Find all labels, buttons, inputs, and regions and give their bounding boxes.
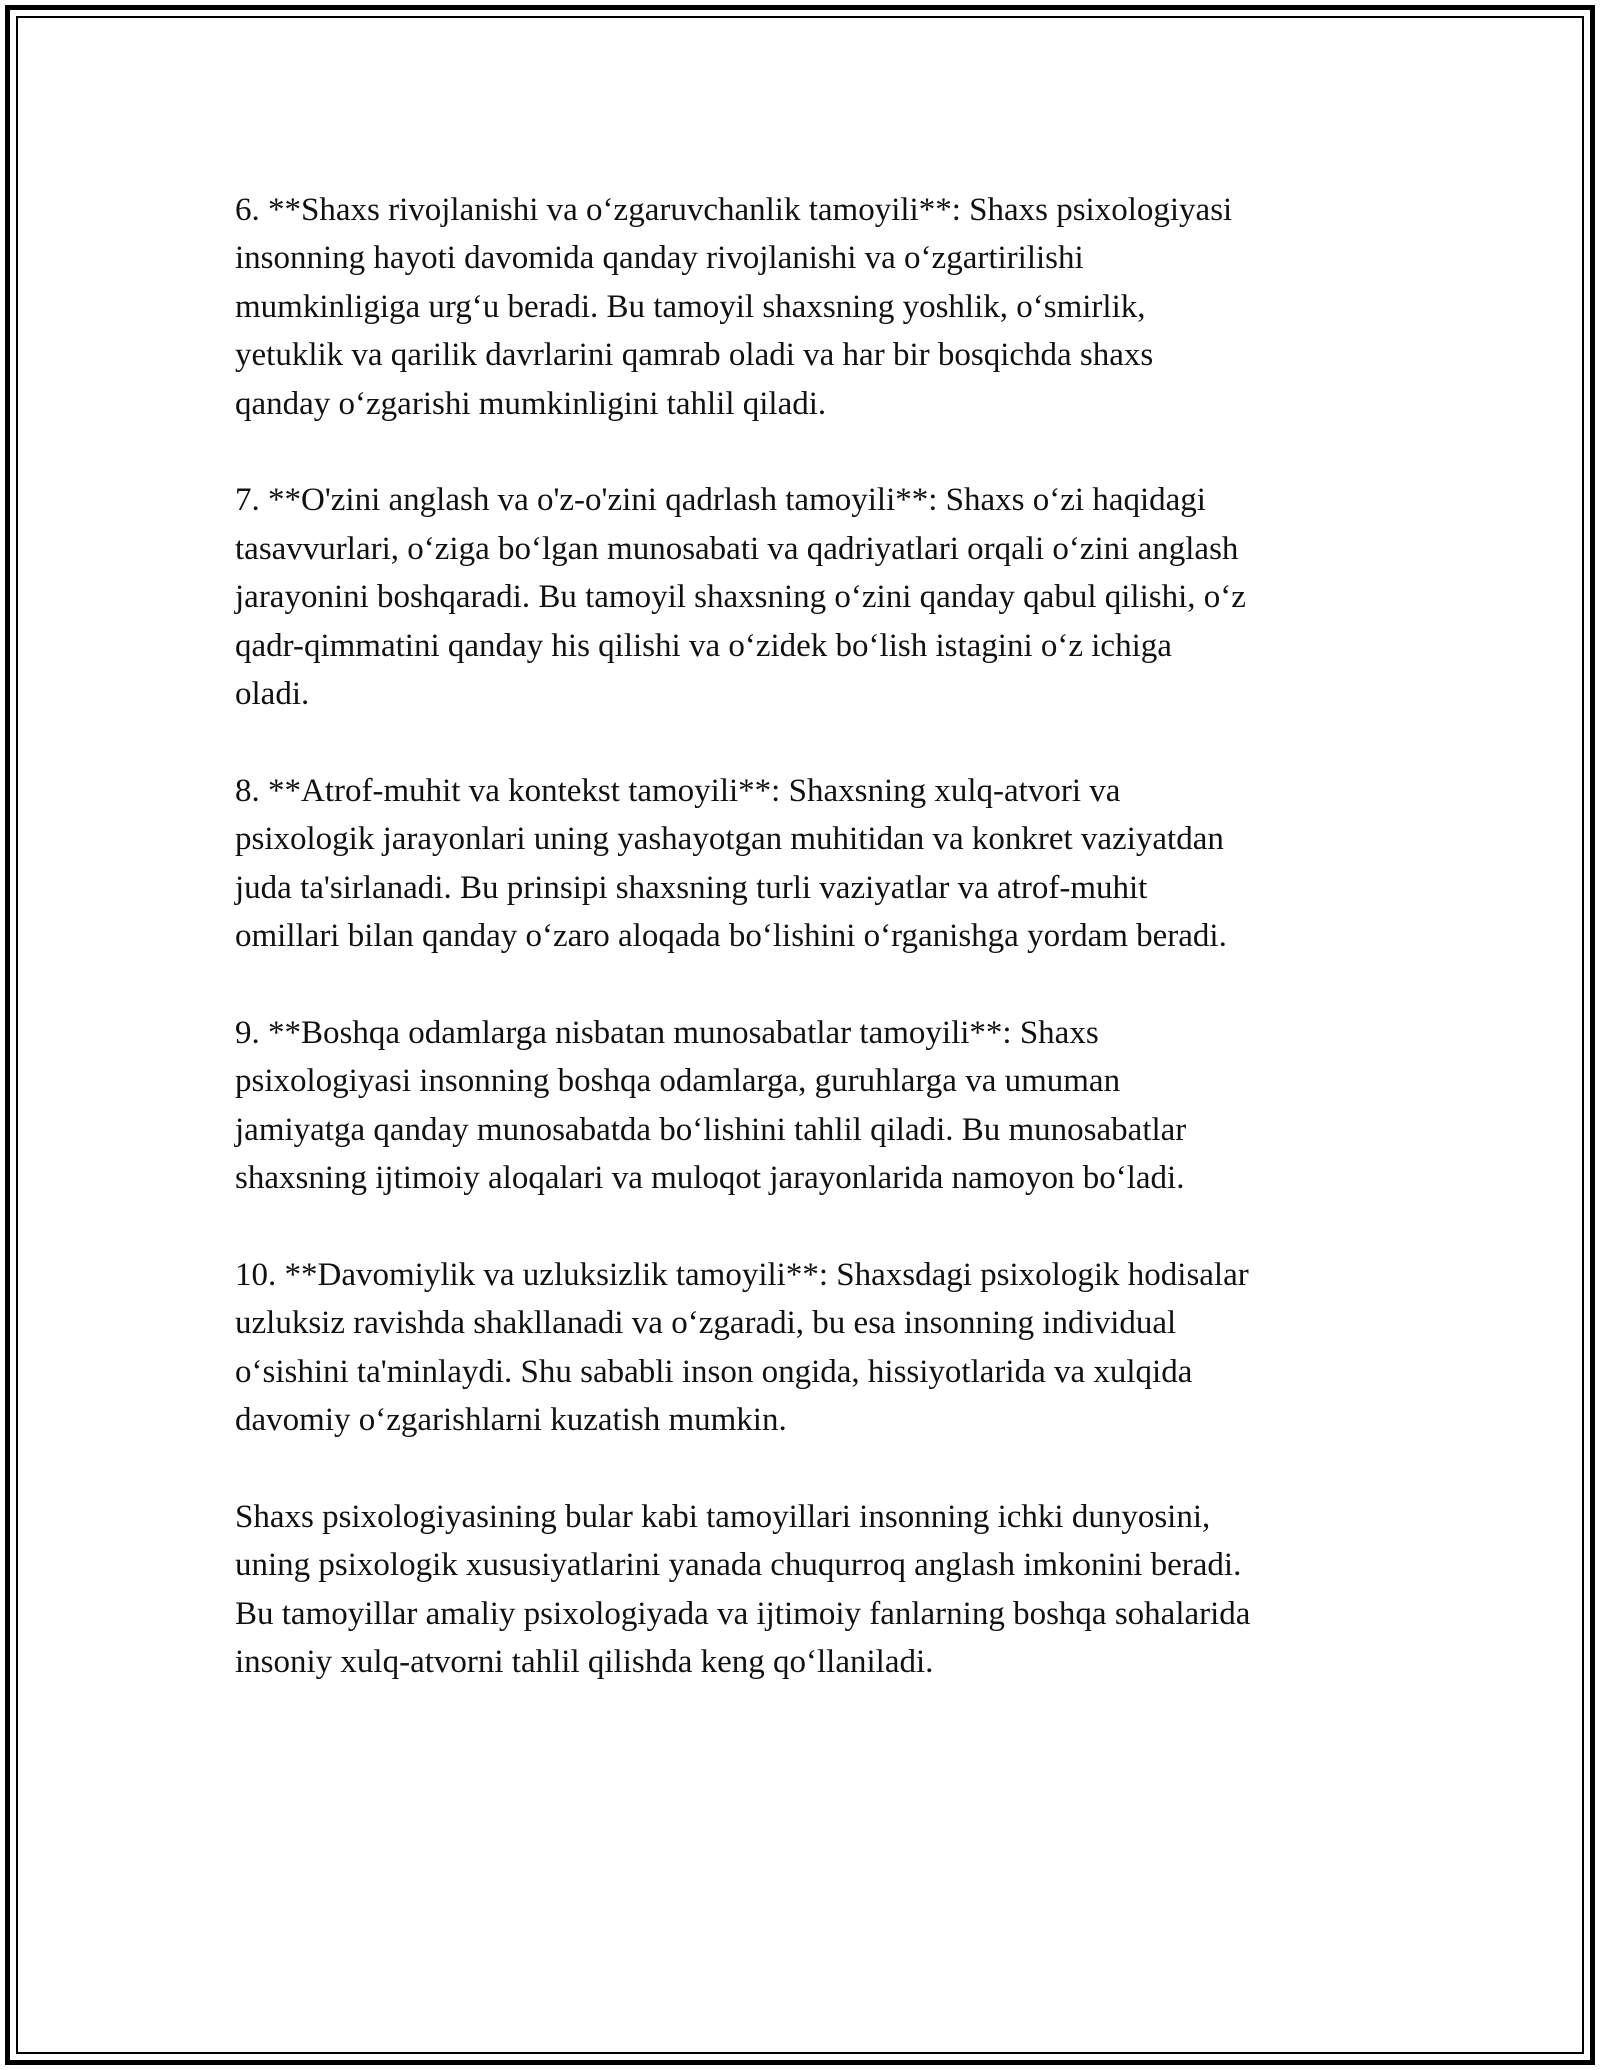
document-body [235,186,1375,1735]
paragraph-principle-9: 9. **Boshqa odamlarga nisbatan munosabatlar tamoyili**: Shaxs psixologiyasi insonning boshqa odamlarga, guruhlarga va umuman jamiyatga qanday munosabatda bo‘lishini tahlil qiladi. Bu munosabatlar shaxsning ijtimoiy aloqalari va muloqot jarayonlarida namoyon bo‘ladi. [235,1014,1187,1197]
paragraph-principle-6: 6. **Shaxs rivojlanishi va o‘zgaruvchanlik tamoyili**: Shaxs psixologiyasi insonning hayoti davomida qanday rivojlanishi va o‘zgartirilishi mumkinligiga urg‘u beradi. Bu tamoyil shaxsning yoshlik, o‘smirlik, yetuklik va qarilik davrlarini qamrab oladi va har bir bosqichda shaxs qanday o‘zgarishi mumkinligini tahlil qiladi. [235,192,1233,422]
paragraph-conclusion: Shaxs psixologiyasining bular kabi tamoyillari insonning ichki dunyosini, uning psixologik xususiyatlarini yanada chuqurroq anglash imkonini beradi. Bu tamoyillar amaliy psixologiyada va ijtimoiy fanlarning boshqa sohalarida insoniy xulq-atvorni tahlil qilishda keng qo‘llaniladi. [235,1498,1251,1681]
paragraph-principle-8: 8. **Atrof-muhit va kontekst tamoyili**: Shaxsning xulq-atvori va psixologik jarayonlari uning yashayotgan muhitidan va konkret vaziyatdan juda ta'sirlanadi. Bu prinsipi shaxsning turli vaziyatlar va atrof-muhit omillari bilan qanday o‘zaro aloqada bo‘lishini o‘rganishga yordam beradi. [235,772,1227,955]
paragraph-principle-10: 10. **Davomiylik va uzluksizlik tamoyili**: Shaxsdagi psixologik hodisalar uzluksiz ravishda shakllanadi va o‘zgaradi, bu esa insonning individual o‘sishini ta'minlaydi. Shu sababli inson ongida, hissiyotlarida va xulqida davomiy o‘zgarishlarni kuzatish mumkin. [235,1256,1249,1439]
paragraph-principle-7: 7. **O'zini anglash va o'z-o'zini qadrlash tamoyili**: Shaxs o‘zi haqidagi tasavvurlari, o‘ziga bo‘lgan munosabati va qadriyatlari orqali o‘zini anglash jarayonini boshqaradi. Bu tamoyil shaxsning o‘zini qanday qabul qilishi, o‘z qadr-qimmatini qanday his qilishi va o‘zidek bo‘lish istagini o‘z ichiga oladi. [235,482,1246,713]
